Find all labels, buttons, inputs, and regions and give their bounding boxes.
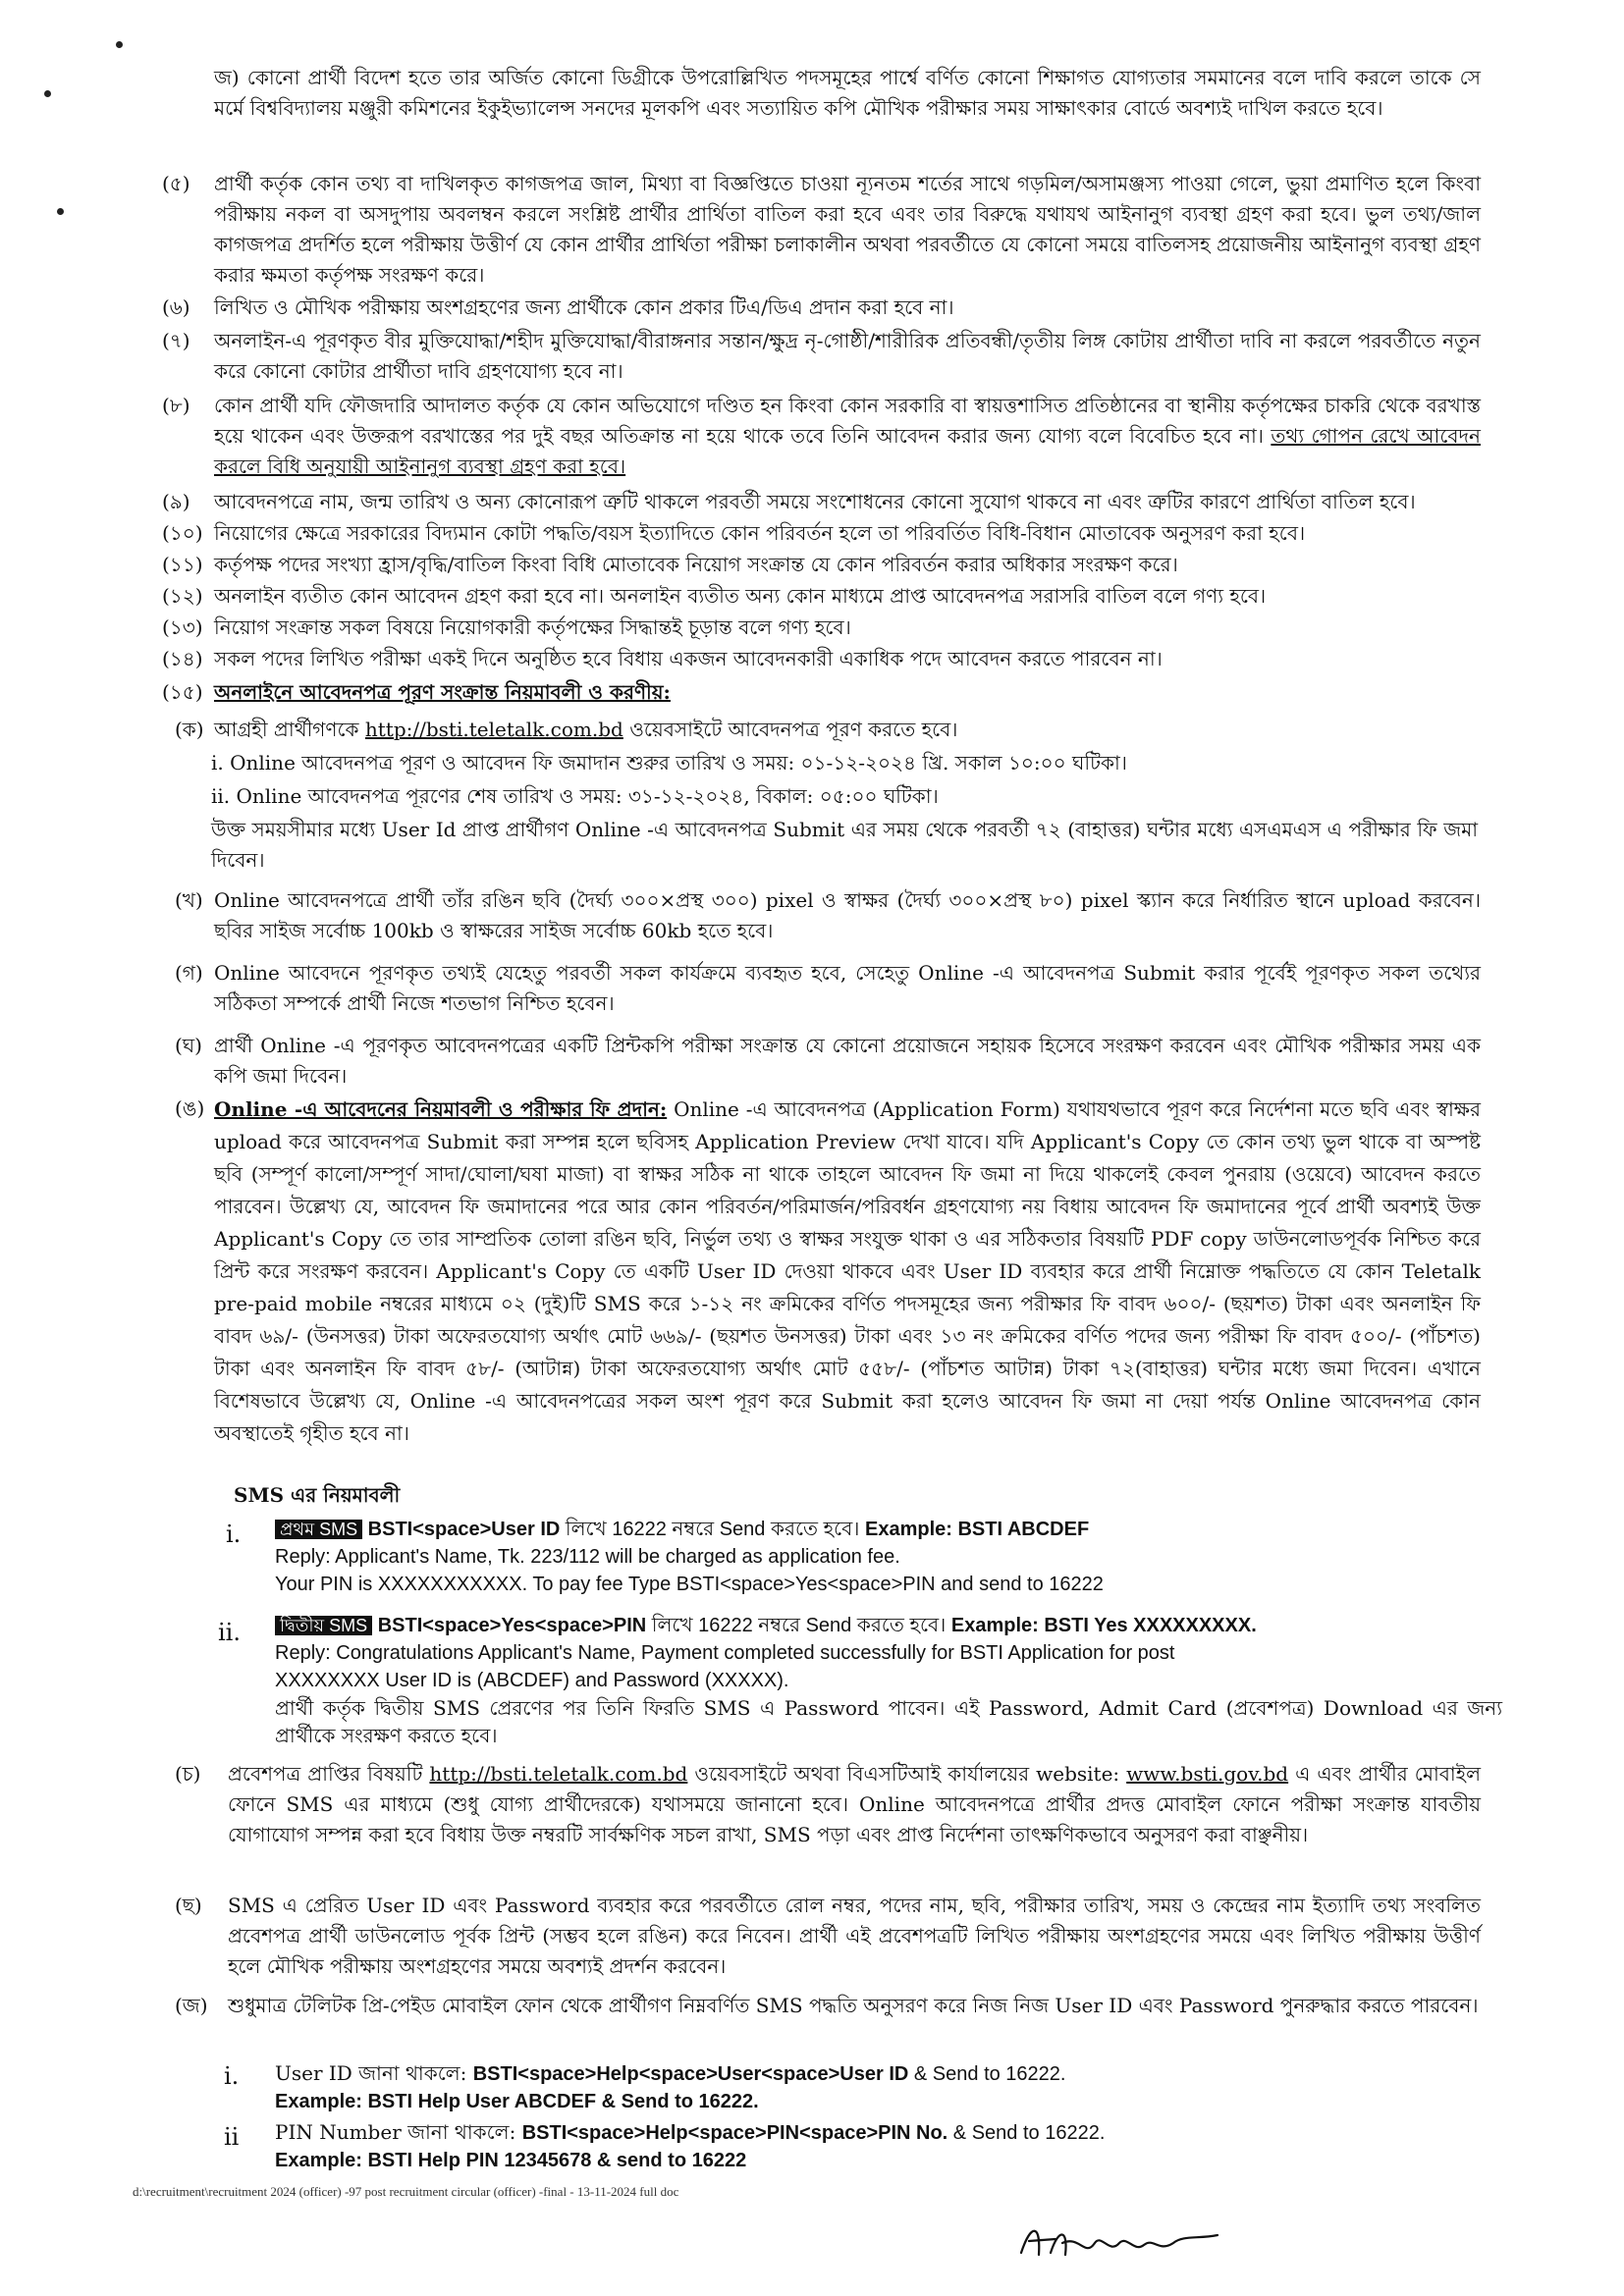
- umo-text: Online -এ আবেদনপত্র (Application Form) যথাযথভাবে পূরণ করে নির্দেশনা মতে ছবি এবং স্বাক্ষর upload করে আবেদনপত্র Submit করা সম্পন্ন হলে ছবিসহ Application Preview দেখা যাবে। যদি Applicant's Copy তে কোন তথ্য ভুল থাকে বা অস্পষ্ট ছবি (সম্পূর্ণ কালো/সম্পূর্ণ সাদা/ঘোলা/ঘষা মাজা) বা স্বাক্ষর সঠিক না থাকে তাহলে আবেদন ফি জমা না দিয়ে থাকলেই কেবল পুনরায় (ওয়েবে) আবেদন করতে পারবেন। উল্লেখ্য যে, আবেদন ফি জমাদানের পরে আর কোন পরিবর্তন/পরিমার্জন/পরিবর্ধন গ্রহণযোগ্য নয় বিধায় আবেদন ফি জমাদানের পূর্বে প্রার্থী অবশ্যই উক্ত Applicant's Copy তে তার সাম্প্রতিক তোলা রঙিন ছবি, নির্ভুল তথ্য ও স্বাক্ষর সংযুক্ত থাকা ও এর সঠিকতার বিষয়টি PDF copy ডাউনলোডপূর্বক নিশ্চিত করে প্রিন্ট করে সংরক্ষণ করবেন। Applicant's Copy তে একটি User ID দেওয়া থাকবে এবং User ID ব্যবহার করে প্রার্থী নিম্নোক্ত পদ্ধতিতে যে কোন Teletalk pre-paid mobile নম্বরের মাধ্যমে ০২ (দুই)টি SMS করে ১-১২ নং ক্রমিকের বর্ণিত পদসমূহের জন্য পরীক্ষার ফি বাবদ ৬০০/- (ছয়শত) টাকা এবং অনলাইন ফি বাবদ ৬৯/- (উনসত্তর) টাকা অফেরতযোগ্য অর্থাৎ মোট ৬৬৯/- (ছয়শত উনসত্তর) টাকা এবং ১৩ নং ক্রমিকের বর্ণিত পদের জন্য পরীক্ষা ফি বাবদ ৫০০/- (পাঁচশত) টাকা এবং অনলাইন ফি বাবদ ৫৮/- (আটান্ন) টাকা অফেরতযোগ্য অর্থাৎ মোট ৫৫৮/- (পাঁচশত আটান্ন) টাকা ৭২(বাহাত্তর) ঘন্টার মধ্যে জমা দিবেন। এখানে বিশেষভাবে উল্লেখ্য যে, Online -এ আবেদনপত্রের সকল অংশ পূরণ করে Submit করা হলেও আবেদন ফি জমা না দেয়া পর্যন্ত Online আবেদনপত্র কোন অবস্থাতেই গৃহীত হবে না।: [214, 1097, 1481, 1445]
- clause-10: নিয়োগের ক্ষেত্রে সরকারের বিদ্যমান কোটা পদ্ধতি/বয়স ইত্যাদিতে কোন পরিবর্তন হলে তা পরিবর্তিত বিধি-বিধান মোতাবেক অনুসরণ করা হবে।: [214, 521, 1306, 545]
- sub-clause-chha: SMS এ প্রেরিত User ID এবং Password ব্যবহার করে পরবর্তীতে রোল নম্বর, পদের নাম, ছবি, পরীক্ষার তারিখ, সময় ও কেন্দ্রের নাম ইত্যাদি তথ্য সংবলিত প্রবেশপত্র প্রার্থী ডাউনলোড পূর্বক প্রিন্ট (সম্ভব হলে রঙিন) করে নিবেন। প্রার্থী এই প্রবেশপত্রটি লিখিত পরীক্ষায় অংশগ্রহণের সময়ে এবং লিখিত পরীক্ষায় উত্তীর্ণ হলে মৌখিক পরীক্ষায় অংশগ্রহণের সময়ে অবশ্যই প্রদর্শন করবেন।: [228, 1894, 1481, 1978]
- clause-11: কর্তৃপক্ষ পদের সংখ্যা হ্রাস/বৃদ্ধি/বাতিল কিংবা বিধি মোতাবেক নিয়োগ সংক্রান্ত যে কোন পরিবর্তন করার অধিকার সংরক্ষণ করে।: [214, 553, 1178, 576]
- sub-clause-number: (খ): [175, 888, 203, 912]
- sms-command: BSTI<space>Help<space>PIN<space>PIN No.: [521, 2122, 948, 2144]
- clause-6: লিখিত ও মৌখিক পরীক্ষায় অংশগ্রহণের জন্য প্রার্থীকে কোন প্রকার টিএ/ডিএ প্রদান করা হবে না।: [214, 295, 954, 319]
- clause-8-text: কোন প্রার্থী যদি ফৌজদারি আদালত কর্তৃক যে কোন অভিযোগে দণ্ডিত হন কিংবা কোন সরকারি বা স্বায়ত্তশাসিত প্রতিষ্ঠানের বা স্থানীয় কর্তৃপক্ষের চাকরি থেকে বরখাস্ত হয়ে থাকেন এবং উক্তরূপ বরখাস্তের পর দুই বছর অতিক্রান্ত না হয়ে থাকে তবে তিনি আবেদন করার জন্য যোগ্য বলে বিবেচিত হবে না।: [214, 394, 1481, 448]
- sub-clause-number: (ছ): [175, 1894, 202, 1917]
- section-heading-online: অনলাইনে আবেদনপত্র পূরণ সংক্রান্ত নিয়মাবলী ও করণীয়:: [214, 680, 671, 704]
- sub-clause-number: (ক): [175, 718, 204, 741]
- umo-heading: Online -এ আবেদনের নিয়মাবলী ও পরীক্ষার ফি প্রদান:: [214, 1097, 668, 1121]
- ka-text: ওয়েবসাইটে আবেদনপত্র পূরণ করতে হবে।: [623, 718, 958, 741]
- sub-clause-cha: [228, 1759, 1481, 1850]
- clause-number: (১৩): [162, 615, 203, 639]
- sms-step-2: [275, 1612, 1502, 1749]
- clause-8: [214, 391, 1481, 482]
- sub-clause-number: (গ): [175, 961, 203, 985]
- sms-reply: Your PIN is XXXXXXXXXXX. To pay fee Type BSTI<space>Yes<space>PIN and send to 16222: [275, 1574, 1104, 1595]
- sms-password-note: প্রার্থী কর্তৃক দ্বিতীয় SMS প্রেরণের পর তিনি ফিরতি SMS এ Password পাবেন। এই Password, Admit Card (প্রবেশপত্র) Download এর জন্য প্রার্থীকে সংরক্ষণ করতে হবে।: [275, 1696, 1502, 1747]
- scan-dot: [116, 41, 123, 48]
- clause-number: (৬): [162, 295, 190, 319]
- clause-j-intro: জ) কোনো প্রার্থী বিদেশ হতে তার অর্জিত কোনো ডিগ্রীকে উপরোল্লিখিত পদসমূহের পার্শ্বে বর্ণিত কোনো শিক্ষাগত যোগ্যতার সমমানের বলে দাবি করলে তাকে সে মর্মে বিশ্ববিদ্যালয় মঞ্জুরী কমিশনের ইকুইভ্যালেন্স সনদের মূলকপি এবং সত্যায়িত কপি মৌখিক পরীক্ষার সময় সাক্ষাৎকার বোর্ডে অবশ্যই দাখিল করতে হবে।: [214, 66, 1481, 120]
- scan-dot: [44, 90, 51, 97]
- recovery-text: User ID জানা থাকলে:: [275, 2061, 473, 2085]
- sms-command: BSTI<space>Help<space>User<space>User ID: [472, 2063, 909, 2085]
- signature: [1011, 2214, 1227, 2272]
- recovery-text: & Send to 16222.: [908, 2063, 1066, 2085]
- clause-number: (১৪): [162, 647, 203, 670]
- clause-number: (১০): [162, 521, 203, 545]
- sms-reply: XXXXXXXX User ID is (ABCDEF) and Password (XXXXX).: [275, 1670, 789, 1691]
- clause-number: (১২): [162, 584, 203, 608]
- clause-number: (৫): [162, 172, 190, 195]
- sms-reply: Reply: Congratulations Applicant's Name, Payment completed successfully for BSTI Application for post: [275, 1642, 1175, 1664]
- recovery-user-id: [275, 2059, 1502, 2115]
- sub-clause-number: (চ): [175, 1762, 201, 1786]
- sms-rules-title: SMS এর নিয়মাবলী: [234, 1483, 401, 1507]
- scan-dot: [57, 208, 64, 215]
- clause-5: প্রার্থী কর্তৃক কোন তথ্য বা দাখিলকৃত কাগজপত্র জাল, মিথ্যা বা বিজ্ঞপ্তিতে চাওয়া ন্যূনতম শর্তের সাথে গড়মিল/অসামঞ্জস্য পাওয়া গেলে, ভুয়া প্রমাণিত হলে কিংবা পরীক্ষায় নকল বা অসদুপায় অবলম্বন করলে সংশ্লিষ্ট প্রার্থীর প্রার্থিতা বাতিল করা হবে এবং তার বিরুদ্ধে যথাযথ আইনানুগ ব্যবস্থা গ্রহণ করা হবে। ভুল তথ্য/জাল কাগজপত্র প্রদর্শিত হলে পরীক্ষায় উত্তীর্ণ যে কোন প্রার্থীর প্রার্থিতা পরীক্ষা চলাকালীন অথবা পরবর্তীতে যে কোনো সময়ে বাতিলসহ প্রয়োজনীয় আইনানুগ ব্যবস্থা গ্রহণ করার ক্ষমতা কর্তৃপক্ষ সংরক্ষণ করে।: [214, 172, 1481, 287]
- clause-number: (৮): [162, 394, 190, 417]
- clause-14: সকল পদের লিখিত পরীক্ষা একই দিনে অনুষ্ঠিত হবে বিধায় একজন আবেদনকারী একাধিক পদে আবেদন করতে পারবেন না।: [214, 647, 1163, 670]
- sub-clause-umo: [214, 1094, 1481, 1450]
- sms-step-text: লিখে 16222 নম্বরে Send করতে হবে।: [560, 1519, 860, 1540]
- clause-number: (১৫): [162, 680, 203, 704]
- sub-clause-number: (জ): [175, 1994, 208, 2017]
- sub-clause-ga: Online আবেদনে পূরণকৃত তথ্যই যেহেতু পরবর্তী সকল কার্যক্রমে ব্যবহৃত হবে, সেহেতু Online -এ আবেদনপত্র Submit করার পূর্বেই পূরণকৃত সকল তথ্যের সঠিকতা সম্পর্কে প্রার্থী নিজে শতভাগ নিশ্চিত হবেন।: [214, 961, 1481, 1015]
- clause-number: (১১): [162, 553, 203, 576]
- clause-13: নিয়োগ সংক্রান্ত সকল বিষয়ে নিয়োগকারী কর্তৃপক্ষের সিদ্ধান্তই চূড়ান্ত বলে গণ্য হবে।: [214, 615, 851, 639]
- teletalk-link[interactable]: http://bsti.teletalk.com.bd: [429, 1762, 688, 1786]
- clause-7: অনলাইন-এ পূরণকৃত বীর মুক্তিযোদ্ধা/শহীদ মুক্তিযোদ্ধা/বীরাঙ্গনার সন্তান/ক্ষুদ্র নৃ-গোষ্ঠী/শারীরিক প্রতিবন্ধী/তৃতীয় লিঙ্গ কোটায় প্রার্থীতা দাবি না করলে পরবর্তীতে নতুন করে কোনো কোটার প্রার্থীতা দাবি গ্রহণযোগ্য হবে না।: [214, 329, 1481, 383]
- bsti-website-link[interactable]: www.bsti.gov.bd: [1126, 1762, 1289, 1786]
- recovery-example: Example: BSTI Help User ABCDEF & Send to 16222.: [275, 2091, 759, 2112]
- cha-text: ওয়েবসাইটে অথবা বিএসটিআই কার্যালয়ের website:: [687, 1762, 1127, 1786]
- sms-example: Example: BSTI Yes XXXXXXXXX.: [950, 1615, 1257, 1636]
- fee-deadline-note: উক্ত সময়সীমার মধ্যে User Id প্রাপ্ত প্রার্থীগণ Online -এ আবেদনপত্র Submit এর সময় থেকে পরবর্তী ৭২ (বাহাত্তর) ঘন্টার মধ্যে এসএমএস এ পরীক্ষার ফি জমা দিবেন।: [211, 818, 1478, 872]
- first-sms-tag: প্রথম SMS: [275, 1520, 362, 1539]
- sub-clause-number: (ঘ): [175, 1034, 202, 1057]
- cha-text: এ এবং প্রার্থীর মোবাইল ফোনে SMS এর মাধ্যমে (শুধু যোগ্য প্রার্থীদেরকে) যথাসময়ে জানানো হবে। Online আবেদনপত্রে প্রার্থীর প্রদত্ত মোবাইল ফোনে পরীক্ষা সংক্রান্ত যাবতীয় যোগাযোগ সম্পন্ন করা হবে বিধায় উক্ত নম্বরটি সার্বক্ষণিক সচল রাখা, SMS পড়া এবং প্রাপ্ত নির্দেশনা তাৎক্ষণিকভাবে অনুসরণ করা বাঞ্ছনীয়।: [228, 1762, 1481, 1846]
- sms-example: Example: BSTI ABCDEF: [864, 1519, 1090, 1540]
- sms-command: BSTI<space>Yes<space>PIN: [377, 1615, 647, 1636]
- teletalk-link[interactable]: http://bsti.teletalk.com.bd: [364, 718, 623, 741]
- cha-text: প্রবেশপত্র প্রাপ্তির বিষয়টি: [228, 1762, 430, 1786]
- recovery-pin: [275, 2118, 1502, 2174]
- sub-clause-gha: প্রার্থী Online -এ পূরণকৃত আবেদনপত্রের একটি প্রিন্টকপি পরীক্ষা সংক্রান্ত যে কোনো প্রয়োজনে সহায়ক হিসেবে সংরক্ষণ করবেন এবং মৌখিক পরীক্ষার সময় এক কপি জমা দিবেন।: [214, 1034, 1481, 1088]
- ka-text: আগ্রহী প্রার্থীগণকে: [214, 718, 365, 741]
- clause-number: (৭): [162, 329, 190, 352]
- recovery-step-number: i.: [224, 2062, 240, 2090]
- file-path-footer: d:\recruitment\recruitment 2024 (officer) -97 post recruitment circular (officer) -final - 13-11-2024 full doc: [133, 2184, 679, 2199]
- sms-step-number: i.: [226, 1521, 242, 1548]
- recovery-step-number: ii: [224, 2123, 240, 2151]
- sub-clause-ja: শুধুমাত্র টেলিটক প্রি-পেইড মোবাইল ফোন থেকে প্রার্থীগণ নিম্নবর্ণিত SMS পদ্ধতি অনুসরণ করে নিজ নিজ User ID এবং Password পুনরুদ্ধার করতে পারবেন।: [228, 1994, 1479, 2017]
- clause-8-underlined: তথ্য গোপন রেখে আবেদন করলে বিধি অনুযায়ী আইনানুগ ব্যবস্থা গ্রহণ করা হবে।: [214, 424, 1481, 478]
- sub-clause-ka: [214, 715, 1481, 745]
- sms-command: BSTI<space>User ID: [367, 1519, 561, 1540]
- sms-reply: Reply: Applicant's Name, Tk. 223/112 will be charged as application fee.: [275, 1546, 900, 1568]
- sub-clause-number: (ঙ): [175, 1096, 205, 1120]
- sms-step-number: ii.: [218, 1619, 241, 1646]
- end-date-line: ii. Online আবেদনপত্র পূরণের শেষ তারিখ ও সময়: ৩১-১২-২০২৪, বিকাল: ০৫:০০ ঘটিকা।: [211, 784, 939, 808]
- sms-step-1: [275, 1516, 1502, 1598]
- recovery-text: & Send to 16222.: [947, 2122, 1106, 2144]
- sms-step-text: লিখে 16222 নম্বরে Send করতে হবে।: [646, 1615, 947, 1636]
- recovery-example: Example: BSTI Help PIN 12345678 & send to 16222: [275, 2150, 747, 2171]
- clause-12: অনলাইন ব্যতীত কোন আবেদন গ্রহণ করা হবে না। অনলাইন ব্যতীত অন্য কোন মাধ্যমে প্রাপ্ত আবেদনপত্র সরাসরি বাতিল বলে গণ্য হবে।: [214, 584, 1267, 608]
- clause-9: আবেদনপত্রে নাম, জন্ম তারিখ ও অন্য কোনোরূপ ত্রুটি থাকলে পরবর্তী সময়ে সংশোধনের কোনো সুযোগ থাকবে না এবং ত্রুটির কারণে প্রার্থিতা বাতিল হবে।: [214, 490, 1416, 513]
- sub-clause-kha: Online আবেদনপত্রে প্রার্থী তাঁর রঙিন ছবি (দৈর্ঘ্য ৩০০×প্রস্থ ৩০০) pixel ও স্বাক্ষর (দৈর্ঘ্য ৩০০×প্রস্থ ৮০) pixel স্ক্যান করে নির্ধারিত স্থানে upload করবেন। ছবির সাইজ সর্বোচ্চ 100kb ও স্বাক্ষরের সাইজ সর্বোচ্চ 60kb হতে হবে।: [214, 888, 1481, 942]
- start-date-line: i. Online আবেদনপত্র পূরণ ও আবেদন ফি জমাদান শুরুর তারিখ ও সময়: ০১-১২-২০২৪ খ্রি. সকাল ১০:০০ ঘটিকা।: [211, 751, 1127, 774]
- second-sms-tag: দ্বিতীয় SMS: [275, 1616, 372, 1635]
- recovery-text: PIN Number জানা থাকলে:: [275, 2120, 522, 2144]
- clause-number: (৯): [162, 490, 190, 513]
